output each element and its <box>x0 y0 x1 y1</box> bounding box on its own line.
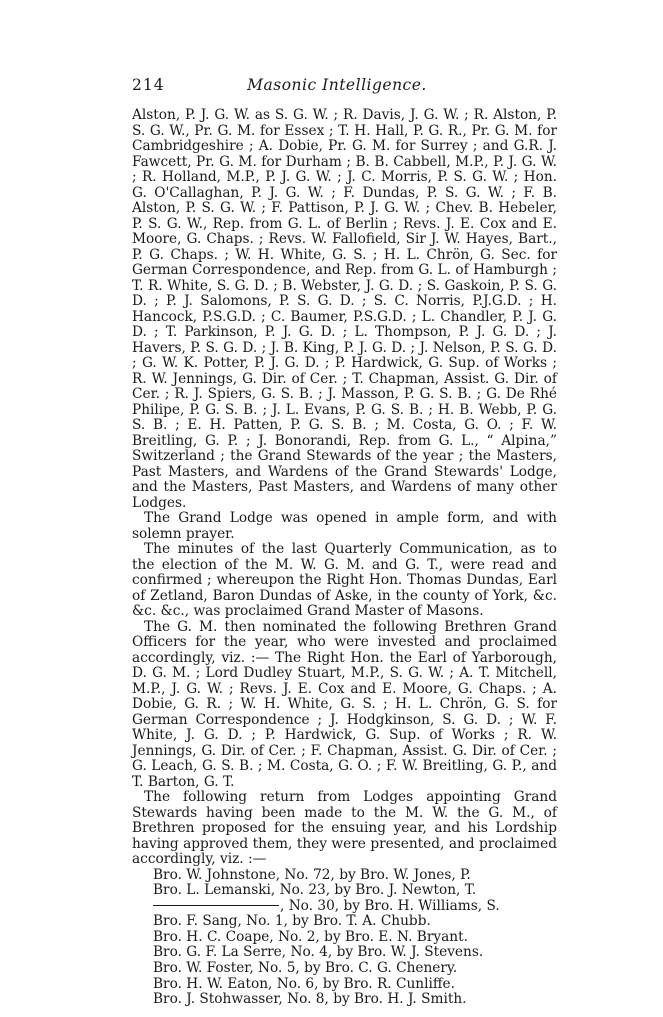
blank-name-rule <box>153 905 279 906</box>
list-item: Bro. W. Johnstone, No. 72, by Bro. W. Jones, P. <box>153 866 471 883</box>
list-item: Bro. H. W. Eaton, No. 6, by Bro. R. Cunliffe. <box>153 975 456 992</box>
running-title: Masonic Intelligence. <box>247 76 427 94</box>
page-number: 214 <box>132 76 165 94</box>
list-item <box>153 899 557 915</box>
list-item: Bro. F. Sang, No. 1, by Bro. T. A. Chubb. <box>153 913 431 930</box>
running-head <box>132 74 542 96</box>
grand-stewards-list <box>132 868 557 1008</box>
stewards-intro-paragraph: The following return from Lodges appointing Grand Stewards having been made to the M. W. the G. M., of Brethren proposed for the ensuing year, and his Lordship having approved them, they were presented, and proclaimed accordingly, viz. :— <box>132 789 557 867</box>
body-text <box>132 108 557 1008</box>
list-item: Bro. G. F. La Serre, No. 4, by Bro. W. J. Stevens. <box>153 944 484 961</box>
minutes-paragraph: The minutes of the last Quarterly Communication, as to the election of the M. W. G. M. and G. T., were read and confirmed ; whereupon the Right Hon. Thomas Dundas, Earl of Zetland, Baron Dundas of Aske, in the county of York, &c. &c. &c., was proclaimed Grand Master of Masons. <box>132 541 557 619</box>
list-item: Bro. J. Stohwasser, No. 8, by Bro. H. J. Smith. <box>153 991 467 1008</box>
list-item: Bro. L. Lemanski, No. 23, by Bro. J. Newton, T. <box>153 882 477 899</box>
list-item: Bro. W. Foster, No. 5, by Bro. C. G. Chenery. <box>153 960 458 977</box>
attendance-paragraph: Alston, P. J. G. W. as S. G. W. ; R. Davis, J. G. W. ; R. Alston, P. S. G. W., Pr. G. M. for Essex ; T. H. Hall, P. G. R., Pr. G. M. for Cambridgeshire ; A. Dobie, Pr. G. M. for Surrey ; and G.R. J. Fawcett, Pr. G. M. for Durham ; B. B. Cabbell, M.P., P. J. G. W. ; R. Holland, M.P., P. J. G. W. ; J. C. Morris, P. S. G. W. ; Hon. G. O'Callaghan, P. J. G. W. ; F. Dundas, P. S. G. W. ; F. B. Alston, P. S. G. W. ; F. Pattison, P. J. G. W. ; Chev. B. Hebeler, P. S. G. W., Rep. from G. L. of Berlin ; Revs. J. E. Cox and E. Moore, G. Chaps. ; Revs. W. Fallofield, Sir J. W. Hayes, Bart., P. G. Chaps. ; W. H. White, G. S. ; H. L. Chrön, G. Sec. for German Correspondence, and Rep. from G. L. of Hamburgh ; T. R. White, S. G. D. ; B. Webster, J. G. D. ; S. Gaskoin, P. S. G. D. ; P. J. Salomons, P. S. G. D. ; S. C. Norris, P.J.G.D. ; H. Hancock, P.S.G.D. ; C. Baumer, P.S.G.D. ; L. Chandler, P. J. G. D. ; T. Parkinson, P. J. G. D. ; L. Thompson, P. J. G. D. ; J. Havers, P. S. G. D. ; J. B. King, P. J. G. D. ; J. Nelson, P. S. G. D. ; G. W. K. Potter, P. J. G. D. ; P. Hardwick, G. Sup. of Works ; R. W. Jennings, G. Dir. of Cer. ; T. Chapman, Assist. G. Dir. of Cer. ; R. J. Spiers, G. S. B. ; J. Masson, P. G. S. B. ; G. De Rhé Philipe, P. G. S. B. ; J. L. Evans, P. G. S. B. ; H. B. Webb, P. G. S. B. ; E. H. Patten, P. G. S. B. ; M. Costa, G. O. ; F. W. Breitling, G. P. ; J. Bonorandi, Rep. from G. L., “ Alpina,” Switzerland ; the Grand Stewards of the year ; the Masters, Past Masters, and Wardens of the Grand Stewards' Lodge, and the Masters, Past Masters, and Wardens of many other Lodges. <box>132 107 557 511</box>
list-item: Bro. H. C. Coape, No. 2, by Bro. E. N. Bryant. <box>153 928 468 945</box>
opening-paragraph: The Grand Lodge was opened in ample form, and with solemn prayer. <box>132 510 557 542</box>
list-item-text: , No. 30, by Bro. H. Williams, S. <box>280 897 500 914</box>
officers-paragraph: The G. M. then nominated the following Brethren Grand Officers for the year, who were invested and proclaimed accordingly, viz. :— The Right Hon. the Earl of Yarborough, D. G. M. ; Lord Dudley Stuart, M.P., S. G. W. ; A. T. Mitchell, M.P., J. G. W. ; Revs. J. E. Cox and E. Moore, G. Chaps. ; A. Dobie, G. R. ; W. H. White, G. S. ; H. L. Chrön, G. S. for German Correspondence ; J. Hodgkinson, S. G. D. ; W. F. White, J. G. D. ; P. Hardwick, G. Sup. of Works ; R. W. Jennings, G. Dir. of Cer. ; F. Chapman, Assist. G. Dir. of Cer. ; G. Leach, G. S. B. ; M. Costa, G. O. ; F. W. Breitling, G. P., and T. Barton, G. T. <box>132 618 557 790</box>
